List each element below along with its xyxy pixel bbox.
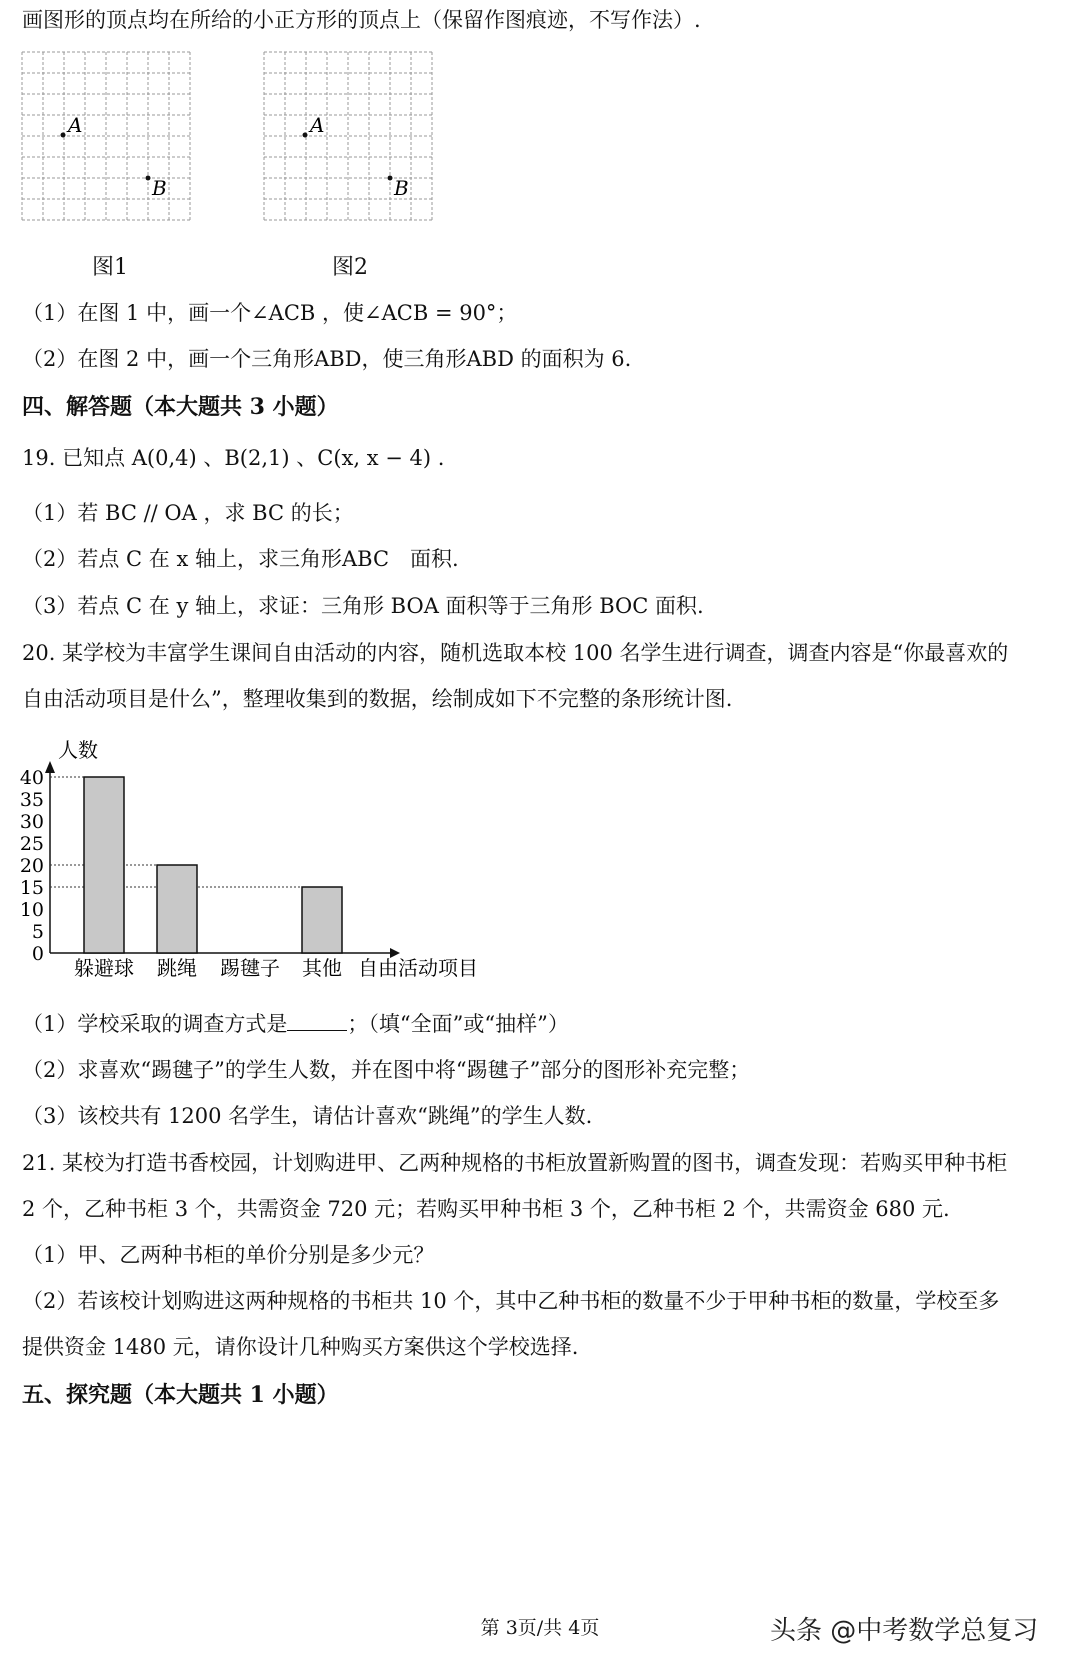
q19-part2: （2）若点 C 在 x 轴上，求三角形ABC 面积. bbox=[22, 547, 459, 571]
grid-figure-2 bbox=[262, 50, 434, 222]
y-tick-label: 35 bbox=[19, 789, 44, 811]
q20-part3: （3）该校共有 1200 名学生，请估计喜欢“跳绳”的学生人数. bbox=[22, 1104, 593, 1128]
y-tick-label: 25 bbox=[19, 833, 44, 855]
x-tick-label: 跳绳 bbox=[157, 956, 197, 980]
q19-part1: （1）若 BC // OA ，求 BC 的长； bbox=[22, 501, 354, 525]
q21-stem-line1: 21. 某校为打造书香校园，计划购进甲、乙两种规格的书柜放置新购置的图书，调查发现：若购买甲种书柜 bbox=[22, 1151, 1008, 1175]
intro-line: 画图形的顶点均在所给的小正方形的顶点上（保留作图痕迹，不写作法）. bbox=[22, 8, 701, 32]
q18-part2: （2）在图 2 中，画一个三角形ABD，使三角形ABD 的面积为 6. bbox=[22, 347, 632, 371]
y-tick-label: 10 bbox=[19, 899, 44, 921]
page-footer: 第 3页/共 4页 bbox=[480, 1617, 600, 1639]
x-tick-label: 其他 bbox=[302, 956, 342, 980]
y-tick-label: 30 bbox=[19, 811, 44, 833]
q20-stem-line1: 20. 某学校为丰富学生课间自由活动的内容，随机选取本校 100 名学生进行调查，调查内容是“你最喜欢的 bbox=[22, 641, 1009, 665]
q20-part1 bbox=[22, 1008, 569, 1038]
q20-stem-line2: 自由活动项目是什么”，整理收集到的数据，绘制成如下不完整的条形统计图. bbox=[22, 687, 733, 711]
q21-part2-line2: 提供资金 1480 元，请你设计几种购买方案供这个学校选择. bbox=[22, 1335, 579, 1359]
point-a-label: A bbox=[68, 113, 83, 137]
grid-figure-1 bbox=[20, 50, 192, 222]
point-a bbox=[61, 133, 66, 138]
y-tick-label: 0 bbox=[31, 943, 44, 965]
y-tick-label: 40 bbox=[19, 767, 44, 789]
y-axis-arrow bbox=[45, 761, 55, 773]
y-tick-label: 15 bbox=[19, 877, 44, 899]
bar-2 bbox=[157, 865, 197, 953]
bar-chart bbox=[19, 738, 520, 995]
figure-2-caption: 图2 bbox=[332, 255, 368, 280]
q18-part1: （1）在图 1 中，画一个∠ACB ，使∠ACB = 90°； bbox=[22, 301, 518, 325]
point-b bbox=[146, 176, 151, 181]
point-b-label: B bbox=[152, 176, 167, 200]
point-b bbox=[388, 176, 393, 181]
q21-part2-line1: （2）若该校计划购进这两种规格的书柜共 10 个，其中乙种书柜的数量不少于甲种书柜的数量，学校至多 bbox=[22, 1289, 1000, 1313]
answer-blank bbox=[287, 1012, 347, 1031]
figure-1-caption: 图1 bbox=[92, 255, 128, 280]
bar-4 bbox=[302, 887, 342, 953]
y-tick-label: 5 bbox=[31, 921, 44, 943]
x-tick-label: 躲避球 bbox=[74, 956, 134, 980]
q21-part1: （1）甲、乙两种书柜的单价分别是多少元？ bbox=[22, 1243, 435, 1267]
q20-part2: （2）求喜欢“踢毽子”的学生人数，并在图中将“踢毽子”部分的图形补充完整； bbox=[22, 1058, 751, 1082]
q20-part1-prefix: （1）学校采取的调查方式是 bbox=[22, 1012, 288, 1036]
point-b-label: B bbox=[394, 176, 409, 200]
x-tick-label: 踢毽子 bbox=[220, 956, 280, 980]
bar-1 bbox=[84, 777, 124, 953]
y-tick-label: 20 bbox=[19, 855, 44, 877]
x-axis-label: 自由活动项目 bbox=[358, 956, 478, 980]
section5-title: 五、探究题（本大题共 1 小题） bbox=[22, 1382, 339, 1408]
point-a bbox=[303, 133, 308, 138]
q19-part3: （3）若点 C 在 y 轴上，求证：三角形 BOA 面积等于三角形 BOC 面积. bbox=[22, 594, 704, 618]
q21-stem-line2: 2 个，乙种书柜 3 个，共需资金 720 元；若购买甲种书柜 3 个，乙种书柜 2 个，共需资金 680 元. bbox=[22, 1197, 950, 1221]
section4-title: 四、解答题（本大题共 3 小题） bbox=[22, 394, 339, 420]
q20-part1-suffix: ；（填“全面”或“抽样”） bbox=[347, 1012, 569, 1036]
q19-stem: 19. 已知点 A(0,4) 、B(2,1) 、C(x, x − 4) . bbox=[22, 446, 445, 470]
point-a-label: A bbox=[310, 113, 325, 137]
watermark: 头条 @中考数学总复习 bbox=[770, 1616, 1039, 1646]
y-axis-label: 人数 bbox=[58, 738, 98, 762]
